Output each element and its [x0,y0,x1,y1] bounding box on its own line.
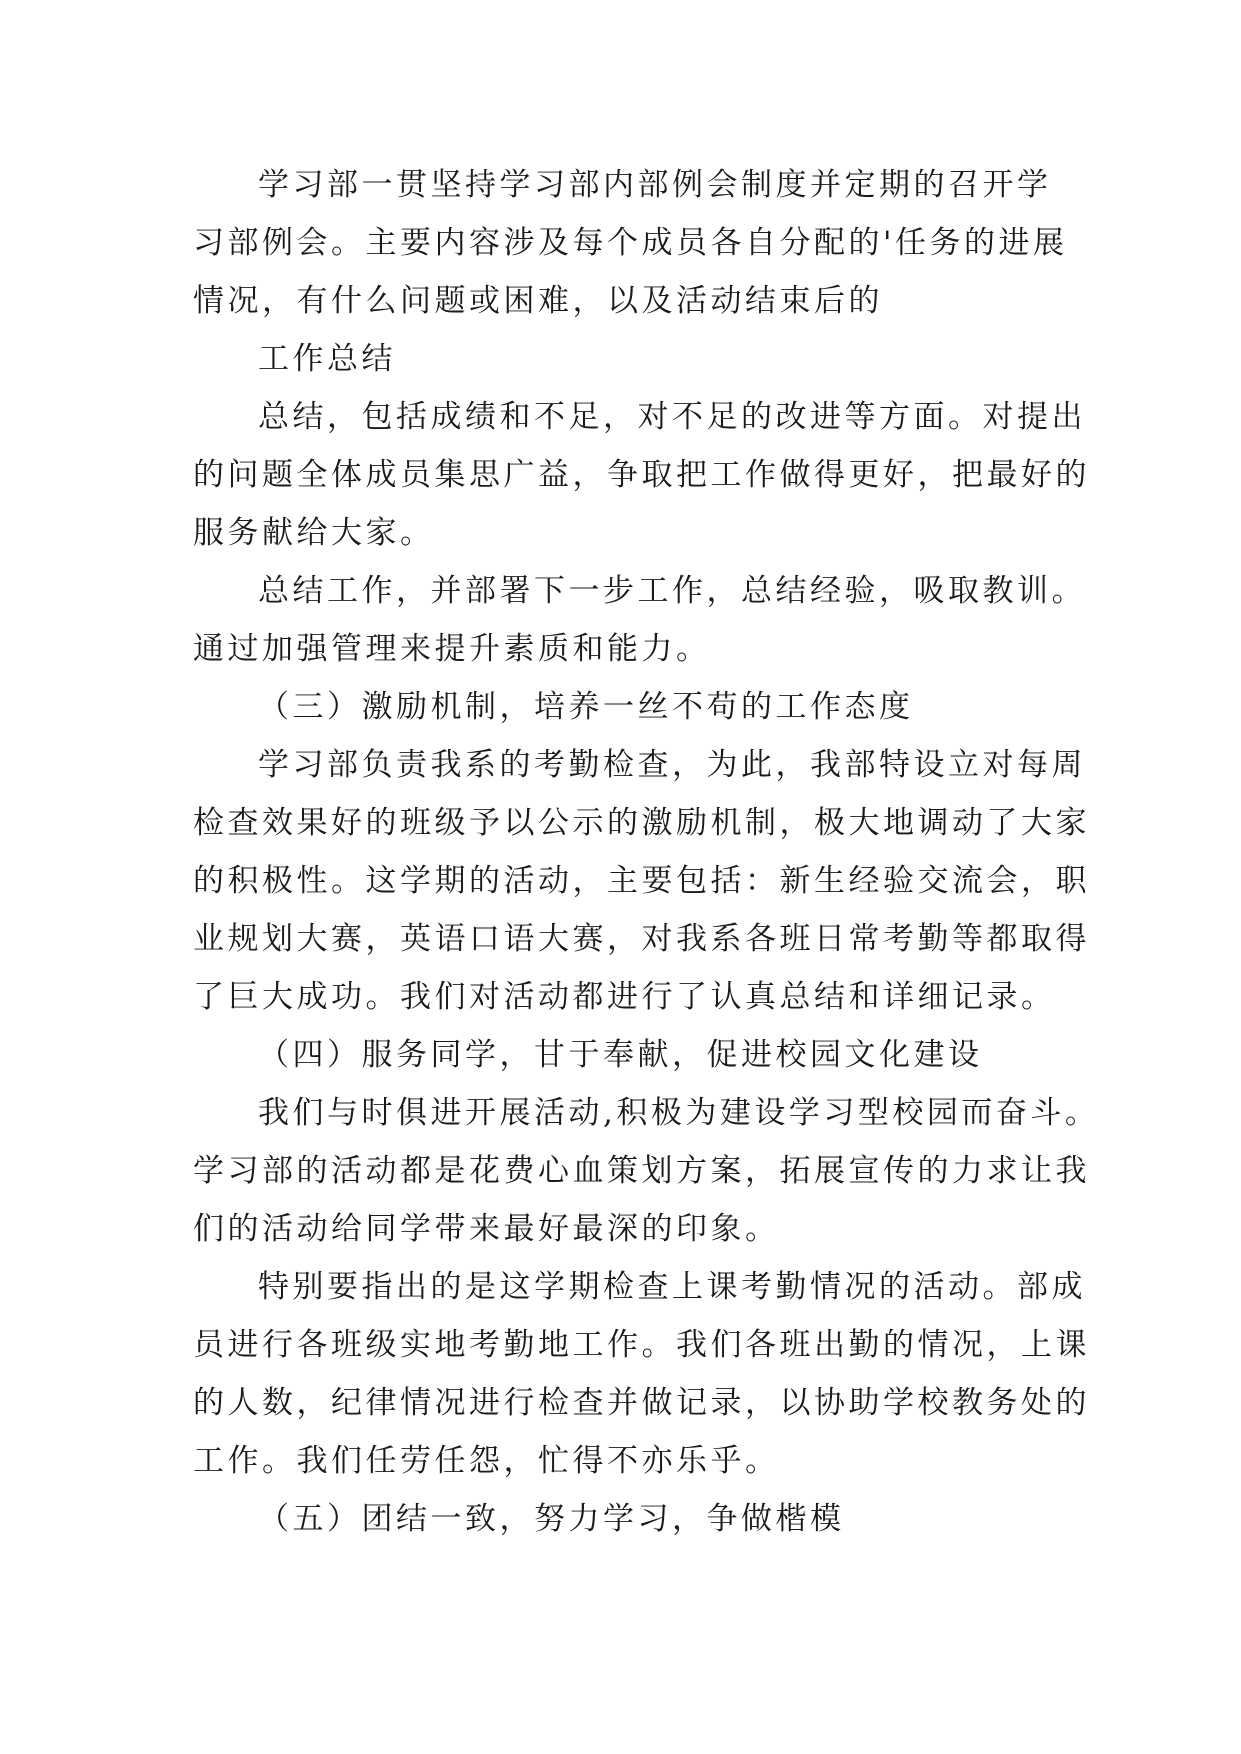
paragraph-line: 员进行各班级实地考勤地工作。我们各班出勤的情况，上课 [193,1327,1090,1363]
paragraph-line: 总结，包括成绩和不足，对不足的改进等方面。对提出 [258,399,1086,435]
paragraph-line: 学习部一贯坚持学习部内部例会制度并定期的召开学 [258,167,1052,203]
paragraph-line: 服务献给大家。 [193,515,435,551]
paragraph-line: 学习部负责我系的考勤检查，为此，我部特设立对每周 [258,747,1086,783]
paragraph-line: 的问题全体成员集思广益，争取把工作做得更好，把最好的 [193,457,1090,493]
paragraph-line: 通过加强管理来提升素质和能力。 [193,631,711,667]
paragraph-line: 特别要指出的是这学期检查上课考勤情况的活动。部成 [258,1269,1086,1305]
section-heading: （五）团结一致，努力学习，争做楷模 [258,1501,845,1537]
section-label: 工作总结 [258,341,396,377]
paragraph-line: 总结工作，并部署下一步工作，总结经验，吸取教训。 [258,573,1086,609]
paragraph-line: 检查效果好的班级予以公示的激励机制，极大地调动了大家 [193,805,1090,841]
paragraph-line: 的积极性。这学期的活动，主要包括：新生经验交流会，职 [193,863,1090,899]
paragraph-line: 情况，有什么问题或困难，以及活动结束后的 [193,283,883,319]
paragraph-line: 的人数，纪律情况进行检查并做记录，以协助学校教务处的 [193,1385,1090,1421]
section-heading: （三）激励机制，培养一丝不苟的工作态度 [258,689,914,725]
paragraph-line: 工作。我们任劳任怨，忙得不亦乐乎。 [193,1443,780,1479]
paragraph-line: 习部例会。主要内容涉及每个成员各自分配的'任务的进展 [193,225,1068,261]
paragraph-line: 们的活动给同学带来最好最深的印象。 [193,1211,780,1247]
section-heading: （四）服务同学，甘于奉献，促进校园文化建设 [258,1037,983,1073]
paragraph-line: 我们与时俱进开展活动,积极为建设学习型校园而奋斗。 [258,1095,1100,1131]
paragraph-line: 业规划大赛，英语口语大赛，对我系各班日常考勤等都取得 [193,921,1090,957]
paragraph-line: 学习部的活动都是花费心血策划方案，拓展宣传的力求让我 [193,1153,1090,1189]
paragraph-line: 了巨大成功。我们对活动都进行了认真总结和详细记录。 [193,979,1056,1015]
